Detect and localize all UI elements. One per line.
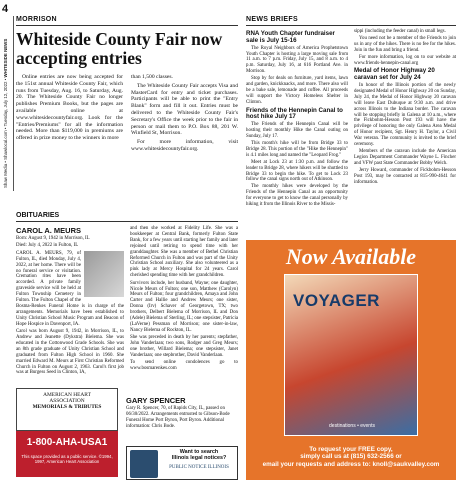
notice-ad-text: [161, 449, 237, 461]
rail-dateline: Shaw Media • Shawlocal.com • Tuesday, July 12, 2022 •: [3, 78, 8, 188]
section-label-obituaries: OBITUARIES: [16, 212, 238, 222]
obituary-paragraph: Gary R. Spencer, 70, of Rapids City, IL, passed on 06/30/2022. Arrangements entrusted to Gibson-Bode Funeral Home Port Byron, Port Byron. Additional information: Chris Bode.: [126, 406, 230, 429]
request-line-3: email your requests and address to: knoll@saukvalley.com: [262, 460, 440, 468]
brief-paragraph: Jerry Howard, commander of Fickbohm-Hesson Post 193, may be contacted at 815-990-4641 for information.: [354, 167, 456, 185]
notice-line-1: Want to search: [179, 449, 219, 455]
voyager-ad: [246, 240, 456, 480]
obituaries-section: [16, 212, 238, 378]
obituary-paragraph: Carol was born August 9, 1942, in Morrison, IL, to Andrew and Jeanette (Dykstra) Bielema. She was educated in the Cottonwood Grade Schools. She was an 8th grade graduate of Unity Christian School and graduated from Fulton High School in 1960. She married Edward M. Meurs at First Christian Reformed Church in Fulton on August 2, 1963. Carol's first job was at Burgess Seed in Clinton, IA,: [16, 329, 124, 376]
section-label-morrison: MORRISON: [16, 16, 238, 26]
public-notice-ad: [126, 446, 238, 480]
briefs-column-2: [354, 29, 456, 209]
aha-line-1: AMERICAN HEART: [43, 392, 91, 398]
aha-line-3: MEMORIALS & TRIBUTES: [32, 404, 102, 410]
aha-phone: 1-800-AHA-USA1: [26, 437, 108, 448]
news-briefs: [246, 16, 456, 209]
aha-ad-header: [16, 388, 118, 431]
story-column-1: Online entries are now being accepted for the 151st annual Whiteside County Fair, which runs from Tuesday, Aug. 16, to Saturday, Aug. 20. The Whiteside County Fair no longer publishes Premium Books, but the pages are available online at www.whitesidecountyfair.org. Look for the "Entries/Premiums" for all the information needed. More than $119,000 in premiums are offered in prize money to the winners in more: [16, 74, 123, 142]
obituary-paragraph: and then she worked at Fidelity Life. She was a bookkeeper at Central Bank, formerly Fulton State Bank, for a few years until starting her family and later rejoined until retiring to spend time with her granddaughter. She was a member of Bethel Christian Reformed Church in Fulton and was part of the Unity Christian School auxiliary. She also volunteered as a pink lady at Mercy Hospital for 24 years. Carol cherished spending time with her grandchildren.: [130, 226, 238, 279]
aha-line-2: ASSOCIATION: [49, 398, 85, 404]
story-column-2: [131, 74, 238, 155]
obituary-paragraph: Survivors include, her husband, Wayne; one daughter, Nicole Meurs of Fulton; one son, Matthew (Carolyn) Meurs of Fulton; four grandchildren, Amaya and John Carter and Hallie and Andrew Meurs; one sister, Donna (Irv) Schaver of Georgetown, TX; two brothers, Delbert Bielema of Morrison, IL and Don (Adele) Bielema of Sterling, IL; one stepsister, Patricia (LaVerne) Pessman of Morrison; one sister-in-law, Nancy Bielema of Rockton, IL.: [130, 280, 238, 333]
obituary-paragraph: To send online condolences go to www.bosmarenkes.com: [130, 360, 238, 372]
brief-paragraph: sippi (including the feeder canal) in small legs.: [354, 29, 446, 34]
aha-note: This space provided as a public service. ©1994, 1997, American Heart Association: [21, 454, 113, 464]
brief-headline: Medal of Honor Highway 20 caravan set for July 24: [354, 67, 435, 82]
publication-rail-text: [3, 18, 8, 188]
brief-headline: RNA Youth Chapter fundraiser sale is July 15-16: [246, 30, 335, 44]
obituary-name: GARY SPENCER: [126, 396, 186, 405]
brief-paragraph: Meet at Lock 23 at 1:30 p.m. and follow the leader to Bridge 28, where hikers will be shuttled to Bridge 33 to begin the hike. To get to Lock 23 follow the canal signs north out of Atkinson.: [246, 159, 348, 183]
request-line-1: To request your FREE copy,: [309, 446, 393, 453]
voyager-subtitle: destinations • events: [329, 423, 375, 429]
story-continuation: than 1,500 classes.: [131, 74, 173, 80]
brief-paragraph: This month's hike will be from Bridge 33 to Bridge 28. This portion of the "Hike the Hennepin" is 4.1 miles long and named the "Leopard Frog.": [246, 140, 348, 158]
briefs-columns: [246, 29, 456, 209]
request-line-2: simply call us at (815) 632-2566 or: [300, 453, 402, 461]
public-notice-logo-icon: [130, 450, 158, 478]
story-paragraph: The Whiteside County Fair accepts Visa and MasterCard for entry and ticket purchases. Participants will be able to print the "Entry Blank" form and fill it out. Entries must be delivered to the Whiteside County Fair's Secretary's Office the week prior to the fair in person or mail them to P.O. Box 88, 201 W. Winfield St, Morrison.: [131, 82, 238, 137]
rail-section: WHITESIDE NEWS: [3, 38, 8, 78]
brief-paragraph: The Friends of the Hennepin Canal will be hosting their monthly Hike the Canal outing on Sunday, July 17.: [246, 122, 348, 140]
now-available-heading: Now Available: [285, 244, 417, 269]
obituary-name: CAROL A. MEURS: [16, 226, 82, 235]
obituary-died: Died: July 4, 2022 in Fulton, IL: [16, 243, 79, 249]
margin-divider: [13, 16, 14, 191]
voyager-request-text: [246, 446, 456, 468]
notice-line-2: Illinois legal notices?: [171, 455, 227, 461]
notice-brand: PUBLIC NOTICE ILLINOIS: [169, 465, 229, 470]
obituary-column-2: [130, 226, 238, 378]
page-number: 4: [2, 3, 9, 15]
obituary-column-1: [16, 226, 124, 378]
obituary-born: Born: August 9, 1942 in Morrison, IL: [16, 236, 90, 241]
briefs-column-1: [246, 29, 348, 209]
obituary-carol-meurs: [16, 226, 238, 378]
story-paragraph: For more information, visit www.whitesidecountyfair.org.: [131, 139, 238, 152]
obituary-portrait-photo: [84, 251, 124, 297]
brief-paragraph: The monthly hikes were developed by the Friends of the Hennepin Canal as an opportunity for everyone to get to know the canal personally by hiking it from the Illinois River to the Missis-: [246, 184, 348, 208]
page-margin-rail: [0, 0, 16, 480]
aha-ad-footer: [16, 431, 118, 477]
brief-paragraph: You need not be a member of the Friends to join us in any of the hikes. There is no fee for the hikes. Join in the fun and bring a friend.: [354, 35, 456, 53]
brief-headline: Friends of the Hennepin Canal to host hike July 17: [246, 106, 343, 121]
brief-paragraph: For more information, log on to our website at www.friends-hennepin-canal.org: [354, 54, 456, 66]
heart-association-ad: [16, 388, 118, 480]
voyager-title: VOYAGER: [293, 291, 380, 310]
brief-paragraph: The Royal Neighbors of America Prophetstown Youth Chapter is hosting a large moving sale from 11 a.m. to 7 p.m. Friday, July 15, and 8 a.m. to 4 p.m. Saturday, July 16, at 616 Portland Ave. in Morrison.: [246, 45, 348, 75]
brief-paragraph: Stop by for deals on furniture, yard items, lawn and garden, knickknacks, and more. There also will be a bake sale, lemonade and coffee. All proceeds will support the Victory Homeless Shelter in Clinton.: [246, 76, 348, 105]
morrison-story: [16, 16, 238, 155]
obituary-gary-spencer: [126, 396, 238, 430]
voyager-magazine-cover: [284, 274, 418, 436]
story-columns: [16, 74, 238, 155]
brief-paragraph: Members of the caravan include the American Legion Department Commander Wayne L. Fincher and VFW past State Commander Bobby Welch.: [354, 149, 456, 166]
obituary-paragraph: She was preceded in death by her parents; stepfather, John Vanderlaan; two sons, Rodger and Greg Meurs; one brother, Willard Bielema; one stepsister, Janet Vanderlaan; one stepbrother, David Vanderlaan.: [130, 335, 238, 359]
brief-paragraph: In honor of the Illinois portion of the newly designated Medal of Honor Highway 20 on Sunday, July 24, the Medal of Honor Highway 20 caravan will leave East Dubuque at 9:30 a.m. and drive across Illinois to the Indiana border. The caravan will be stopping briefly in Galena at 10 a.m., where the Fickbohm-Hesson Post 193 will have the privilege of honoring the only Galena Area Medal of Honor recipient, Sgt. Henry H. Taylor, a Civil War veteran. The community is invited to the brief ceremony.: [354, 83, 456, 148]
headline: Whiteside County Fair now accepting entries: [16, 29, 223, 68]
obituary-paragraph: CAROL A. MEURS, 79, of Fulton, IL, died Monday, July 4, 2022, at her home. There will be no funeral service or visitation. Cremation rites have been accorded. A private family graveside service will be held at Fulton Township Cemetery in Fulton. The Fulton Chapel of the Bosma-Renkes Funeral Home is in charge of the arrangements. Memorials have been established to Unity Christian School Music Program and Beacon of Hope Hospice in Davenport, IA.: [16, 250, 124, 327]
section-label-briefs: NEWS BRIEFS: [246, 16, 456, 26]
